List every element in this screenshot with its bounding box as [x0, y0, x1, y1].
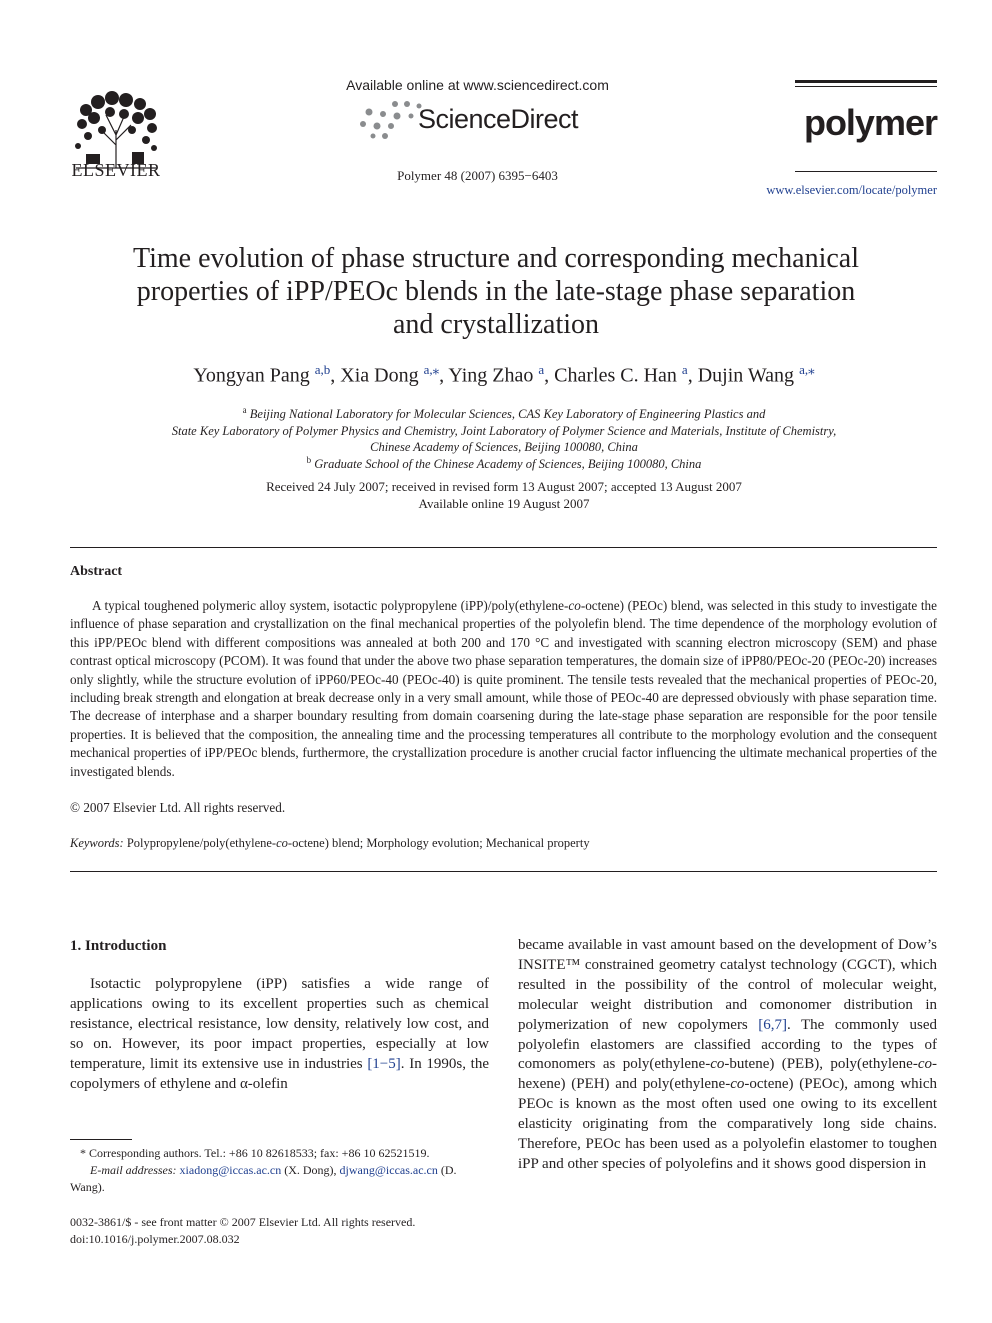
footnote-email	[70, 1162, 489, 1196]
sciencedirect-wordmark: ScienceDirect	[418, 104, 579, 134]
author-affiliation-link[interactable]: a,b	[314, 362, 331, 377]
reference-link[interactable]: [6,7]	[758, 1016, 788, 1033]
body-text: . In 1990s, the copolymers of ethylene and α-olefin	[70, 1055, 489, 1092]
body-italic: co	[917, 1056, 932, 1073]
journal-logo-polymer: polymer	[803, 102, 937, 143]
abstract-italic: co	[568, 598, 581, 613]
abstract-text	[70, 597, 937, 781]
author-name: Xia Dong	[340, 364, 419, 387]
affiliation-a-line-1: Beijing National Laboratory for Molecular Sciences, CAS Key Laboratory of Engineering Plastics and	[249, 407, 766, 422]
body-text: -hexene) (PEH) and poly(ethylene-	[518, 1056, 937, 1093]
author-name: Ying Zhao	[448, 364, 534, 387]
author-affiliation-link[interactable]: a	[681, 362, 688, 377]
author-name: Dujin Wang	[697, 364, 795, 387]
author-name: Charles C. Han	[554, 364, 677, 387]
issn-line: 0032-3861/$ - see front matter © 2007 Elsevier Ltd. All rights reserved.	[70, 1215, 416, 1229]
journal-rule-bottom	[795, 171, 937, 172]
journal-rule-top	[795, 80, 937, 83]
title-line-3: and crystallization	[392, 309, 600, 340]
keywords-italic: co	[276, 836, 288, 850]
title-line-2: properties of iPP/PEOc blends in the late-stage phase separation	[136, 276, 856, 307]
abstract-part: A typical toughened polymeric alloy system, isotactic polypropylene (iPP)/poly(ethylene-	[92, 598, 569, 613]
email-label: E-mail addresses:	[90, 1163, 177, 1177]
abstract-copyright: © 2007 Elsevier Ltd. All rights reserved.	[70, 800, 286, 815]
affiliation-b-line-1: Graduate School of the Chinese Academy of Sciences, Beijing 100080, China	[314, 457, 702, 472]
author-affiliation-link[interactable]: a,⁎	[423, 362, 440, 377]
email-link[interactable]: djwang@iccas.ac.cn	[339, 1163, 438, 1177]
keywords-label: Keywords:	[70, 836, 124, 850]
keywords-text: -octene) blend; Morphology evolution; Mechanical property	[287, 836, 590, 850]
body-text: Isotactic polypropylene (iPP) satisfies a wide range of applications owing to its excellent properties such as chemical resistance, electrical resistance, low density, relatively low cost, and so on. However, its poor impact properties, especially at low temperature, limit its extensive use in industries	[70, 976, 489, 1072]
email-link[interactable]: xiadong@iccas.ac.cn	[179, 1163, 282, 1177]
elsevier-wordmark: ELSEVIER	[71, 160, 161, 180]
divider-top	[70, 547, 937, 548]
affiliation-a-line-3: Chinese Academy of Sciences, Beijing 100080, China	[370, 440, 638, 455]
body-text: became available in vast amount based on the development of Dow’s INSITE™ constrained geometry catalyst technology (CGCT), which resulted in the possibility of the control of molecular weight, molecular weight distribution and comonomer distribution in polymerization of new copolymers	[518, 937, 937, 1033]
body-text: . The commonly used polyolefin elastomers are classified according to the types of comonomers as poly(ethylene-	[518, 1016, 937, 1073]
email-owner: (X. Dong),	[281, 1163, 340, 1177]
author-affiliation-link[interactable]: a,⁎	[799, 362, 815, 377]
author-list: Yongyan Pang $^{a,b}$, Xia Dong $^{a,⁎}$, Ying Zhao $^a$, Charles C. Han $^a$, Dujin Wang $^{a,⁎}$	[193, 362, 815, 387]
email-owner: (D. Wang).	[70, 1163, 457, 1194]
body-italic: co	[710, 1056, 725, 1073]
affiliation-a-line-2: State Key Laboratory of Polymer Physics and Chemistry, Joint Laboratory of Polymer Science and Materials, Institute of Chemistry,	[171, 423, 837, 438]
keywords	[70, 836, 937, 851]
journal-homepage-link[interactable]: www.elsevier.com/locate/polymer	[766, 183, 937, 197]
received-dates: Received 24 July 2007; received in revised form 13 August 2007; accepted 13 August 2007	[266, 479, 742, 494]
keywords-text: Polypropylene/poly(ethylene-	[123, 836, 277, 850]
footnote-rule	[70, 1139, 132, 1140]
footnote-corresponding: * Corresponding authors. Tel.: +86 10 82618533; fax: +86 10 62521519.	[80, 1146, 430, 1160]
affiliation-a	[70, 402, 938, 456]
journal-citation: Polymer 48 (2007) 6395−6403	[397, 168, 558, 183]
affiliation-label: b	[306, 455, 312, 465]
affiliation-label: a	[242, 405, 247, 415]
body-column-left	[70, 975, 489, 1094]
author-affiliation-link[interactable]: a	[538, 362, 545, 377]
body-italic: co	[730, 1076, 745, 1093]
available-online-date: Available online 19 August 2007	[418, 496, 590, 511]
reference-link[interactable]: [1−5]	[367, 1055, 401, 1072]
doi-line: doi:10.1016/j.polymer.2007.08.032	[70, 1232, 240, 1246]
author-name: Yongyan Pang	[193, 364, 310, 387]
divider-bottom	[70, 871, 937, 872]
affiliation-b	[70, 452, 938, 473]
body-column-right	[518, 936, 937, 1175]
article-title	[100, 242, 892, 341]
abstract-part: -octene) (PEOc) blend, was selected in this study to investigate the influence of phase separation and crystallization on the final mechanical properties of the polyolefin blend. The time dependence of the morphology evolution of this iPP/PEOc blend with different compositions was annealed at both 200 and 170 °C and investigated with scanning electron microscopy (SEM) and phase contrast optical microscopy (PCOM). It was found that under the above two phase separation temperatures, the domain size of iPP80/PEOc-20 (PEOc-20) increases only slightly, while the structure evolution of iPP60/PEOc-40 (PEOc-40) is quite prominent. The tensile tests revealed that the mechanical properties of PEOc-20, including break strength and elongation at break decrease only in a very small amount, while those of PEOc-40 are depressed obviously with phase separation time. The decrease of interphase and a sharper boundary resulting from domain coarsening during the late-stage phase separation are responsible for the poor tensile properties. It is believed that the composition, the annealing time and the processing temperatures all contribute to the morphology evolution and the consequent mechanical properties of iPP/PEOc blends, furthermore, the crystallization procedure is another crucial factor influencing the ultimate mechanical properties of the investigated blends.	[70, 598, 937, 779]
available-online-text: Available online at www.sciencedirect.com	[346, 77, 609, 93]
title-line-1: Time evolution of phase structure and corresponding mechanical	[133, 243, 859, 274]
journal-rule-thin	[795, 86, 937, 87]
body-text: -butene) (PEB), poly(ethylene-	[724, 1056, 918, 1073]
body-text: -octene) (PEOc), among which PEOc is known as the most often used one owing to its excellent elasticity originating from the comparatively long side chains. Therefore, PEOc has been used as a polyolefin elastomer to toughen iPP and other species of polyolefins and it shows good dispersion in	[518, 1076, 937, 1172]
abstract-heading: Abstract	[70, 564, 123, 579]
section-heading-introduction: 1. Introduction	[70, 938, 167, 954]
